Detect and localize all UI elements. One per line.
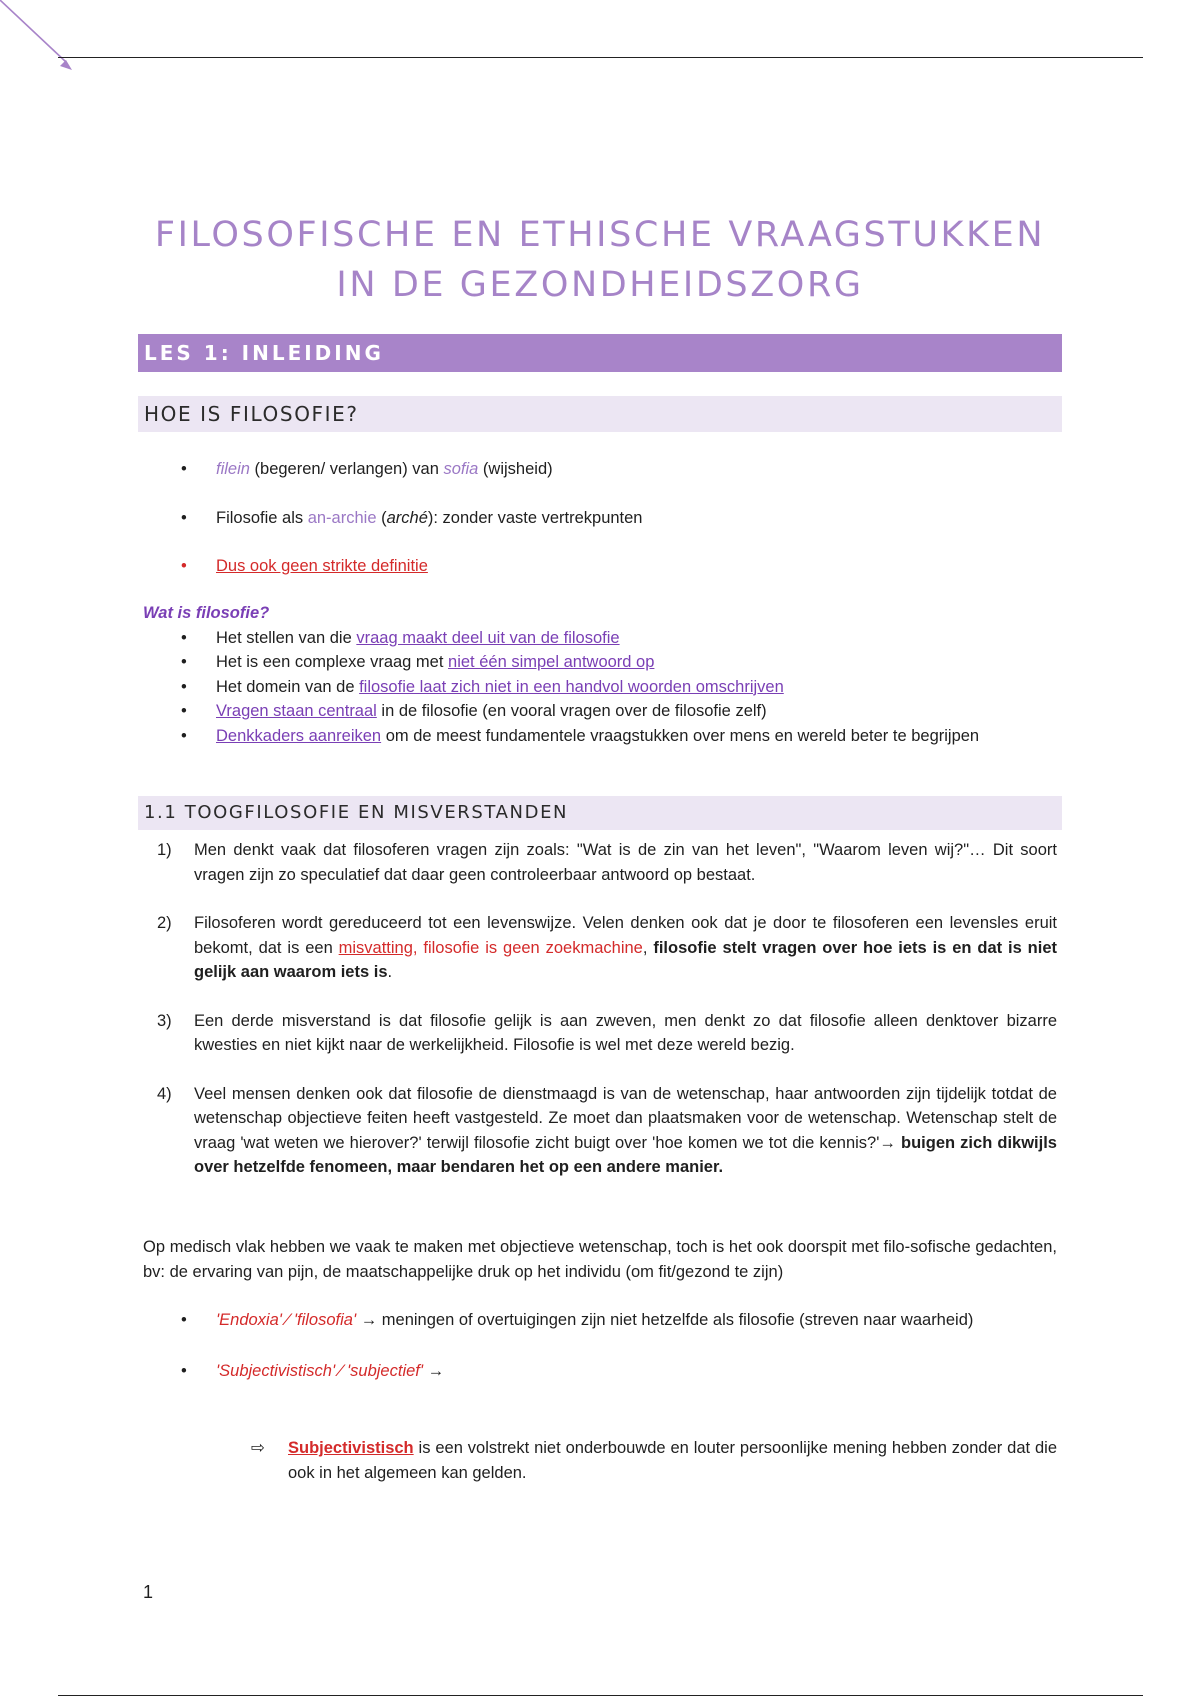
term-sofia: sofia: [443, 460, 479, 478]
page-number: 1: [143, 1582, 154, 1602]
term-anarchie: an-archie: [307, 508, 377, 527]
numbered-item-2: 2) Filosoferen wordt gereduceerd tot een levenswijze. Velen denken ook dat je door te filosoferen een levensles eruit bekomt, dat is een misvatting, filosofie is geen zoekmachine, filosofie stelt vragen over hoe iets is en dat is niet gelijk aan waarom iets is.: [157, 914, 1058, 981]
link-text[interactable]: Vragen staan centraal: [216, 702, 377, 720]
double-arrow-icon: ⇨: [251, 1439, 265, 1457]
arrow-icon: →: [356, 1311, 382, 1329]
medisch-paragraph: Op medisch vlak hebben we vaak te maken met objectieve wetenschap, toch is het ook doorspit met filo-sofische gedachten, bv: de ervaring van pijn, de maatschappelijke druk op het individu (om fit/gezond te zijn): [143, 1238, 1057, 1281]
wat-is-filosofie-block: [143, 601, 1057, 748]
endoxia-bullets: [143, 1308, 1057, 1383]
link-text[interactable]: niet één simpel antwoord op: [448, 653, 655, 671]
bullet-subjectivistisch: [143, 1359, 1057, 1384]
term-subjectivistisch-bold: Subjectivistisch: [288, 1439, 414, 1457]
list-item: • Denkkaders aanreiken om de meest fundamentele vraagstukken over mens en wereld beter te begrijpen: [143, 724, 1057, 749]
arrow-icon: →: [423, 1361, 445, 1380]
term-endoxia: 'Endoxia' ⁄ 'filosofia': [216, 1311, 357, 1329]
numbered-item-4: 4) Veel mensen denken ook dat filosofie de dienstmaagd is van de wetenschap, haar antwoorden zijn tijdelijk totdat de wetenschap objectieve feiten heeft vastgesteld. Ze moet dan plaatsmaken voor de wetenschap. Wetenschap stelt de vraag 'wat weten we hierover?' terwijl filosofie zicht buigt over 'hoe komen we tot die kennis?'→ buigen zich dikwijls over hetzelfde fenomeen, maar bendaren het op een andere manier.: [157, 1084, 1057, 1176]
term-filein: filein: [216, 460, 250, 478]
list-item: • Het is een complexe vraag met niet één simpel antwoord op: [143, 650, 1057, 675]
bottom-rule: [58, 1695, 1143, 1696]
bullet-anarchie: • Filosofie als an-archie (arché): zonder vaste vertrekpunten: [143, 506, 1057, 531]
term-subjectivistisch: 'Subjectivistisch' ⁄ 'subjectief': [216, 1361, 424, 1380]
list-item: • Het stellen van die vraag maakt deel uit van de filosofie: [143, 626, 1057, 651]
subjectivistisch-definition: ⇨ Subjectivistisch is een volstrekt niet onderbouwde en louter persoonlijke mening hebben zonder dat die ook in het algemeen kan gelden.: [143, 1436, 1057, 1485]
link-text[interactable]: filosofie laat zich niet in een handvol woorden omschrijven: [359, 677, 784, 696]
top-rule: [58, 57, 1143, 58]
document-title: FILOSOFISCHE EN ETHISCHE VRAAGSTUKKEN IN DE GEZONDHEIDSZORG: [154, 215, 1046, 305]
corner-arrow-icon: [0, 0, 80, 80]
term-misvatting: misvatting,: [338, 938, 418, 957]
link-text[interactable]: Denkkaders aanreiken: [216, 726, 382, 745]
list-item: • Het domein van de filosofie laat zich niet in een handvol woorden omschrijven: [143, 675, 1057, 700]
bullet-geen-definitie: • Dus ook geen strikte definitie: [143, 554, 1057, 579]
wat-is-filosofie-list: [143, 626, 1057, 749]
subheading-wat-is-filosofie: Wat is filosofie?: [143, 604, 270, 622]
arrow-icon: →: [879, 1133, 896, 1152]
bullet-endoxia: • 'Endoxia' ⁄ 'filosofia' → meningen of overtuigingen zijn niet hetzelfde als filosofie (streven naar waarheid): [143, 1308, 1057, 1333]
bullet-filein: • filein (begeren/ verlangen) van sofia (wijsheid): [143, 457, 1057, 482]
numbered-item-1: 1) Men denkt vaak dat filosoferen vragen zijn zoals: "Wat is de zin van het leven", "Waarom leven wij?"… Dit soort vragen zijn zo speculatief dat daar geen controleerbaar antwoord op bestaat.: [157, 841, 1057, 884]
term-arche: arché: [386, 508, 428, 527]
les1-heading: LES 1: INLEIDING: [138, 334, 1062, 372]
misverstanden-list: [143, 838, 1057, 1180]
numbered-item-3: 3) Een derde misverstand is dat filosofie gelijk is aan zweven, men denkt zo dat filosofie alleen denktover bizarre kwesties en niet kijkt naar de werkelijkheid. Filosofie is wel met deze wereld bezig.: [157, 1011, 1057, 1054]
section-heading-hoe-is-filosofie: HOE IS FILOSOFIE?: [138, 396, 1062, 432]
list-item: • Vragen staan centraal in de filosofie (en vooral vragen over de filosofie zelf): [143, 699, 1057, 724]
intro-bullets: [143, 457, 1057, 603]
link-text[interactable]: vraag maakt deel uit van de filosofie: [356, 628, 620, 647]
section-heading-toogfilosofie: 1.1 TOOGFILOSOFIE EN MISVERSTANDEN: [138, 796, 1062, 830]
